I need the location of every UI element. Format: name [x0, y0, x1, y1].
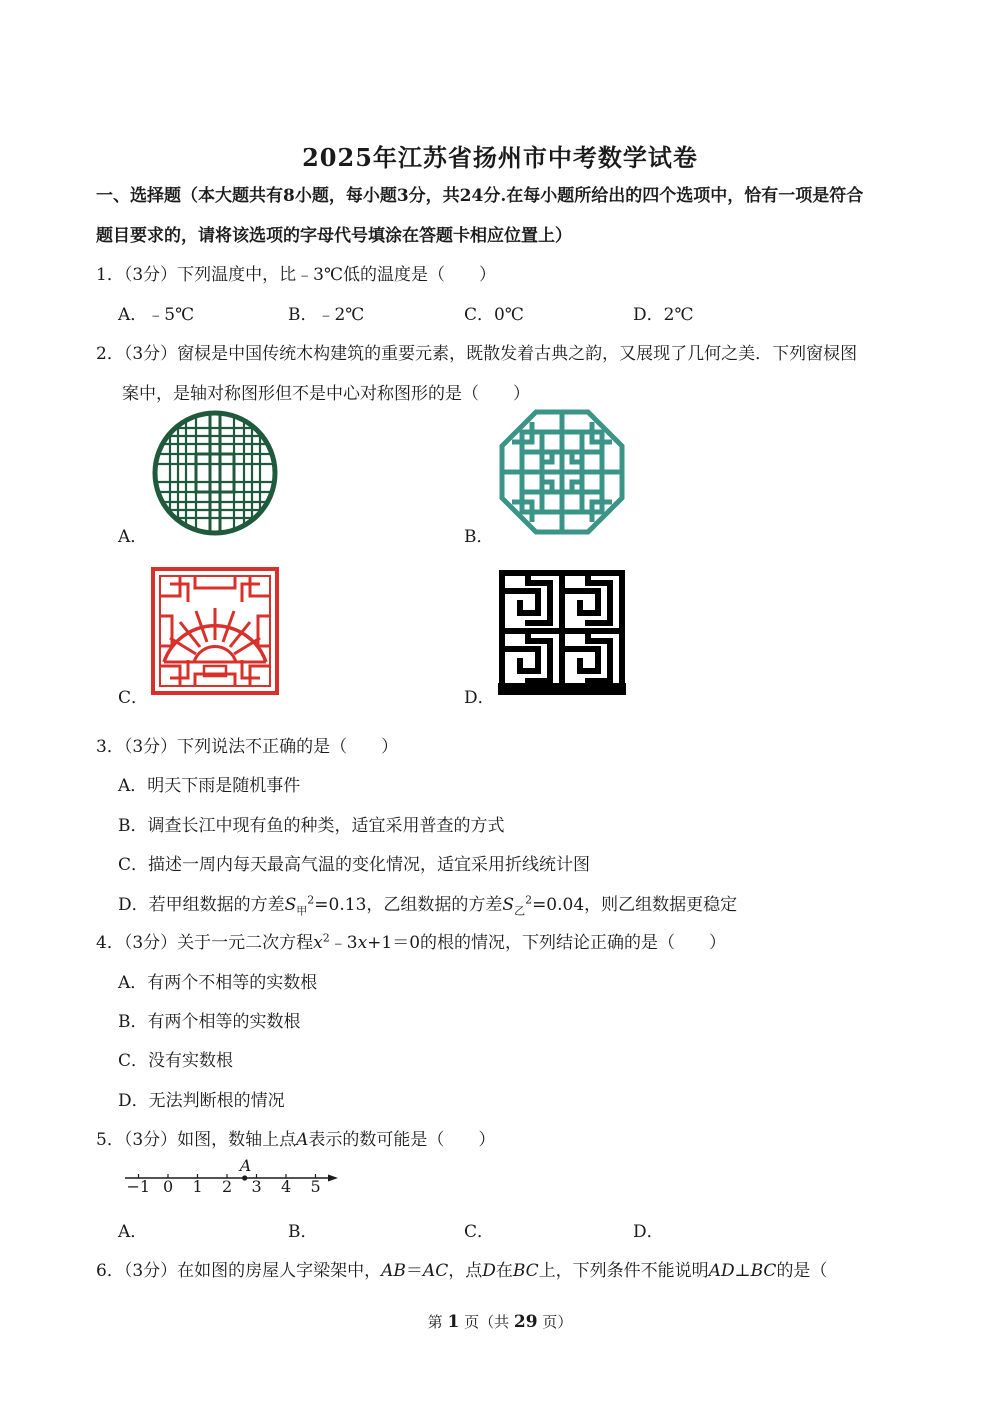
q5-option-b[interactable]: B． — [288, 1222, 318, 1242]
number-line-tick-label: 0 — [163, 1177, 174, 1196]
q6-ab: AB — [381, 1261, 406, 1281]
footer-post: 页） — [542, 1313, 573, 1331]
q6-perp: ⊥ — [734, 1261, 751, 1281]
q6-ac: AC — [422, 1261, 449, 1281]
page-footer — [0, 1311, 1000, 1332]
question-6-stem — [96, 1256, 827, 1281]
q4-option-c[interactable]: C．没有实数根 — [118, 1051, 234, 1071]
footer-total-pages: 29 — [513, 1312, 538, 1332]
question-1-stem: 1．（3分）下列温度中，比﹣3℃低的温度是（ ） — [96, 265, 496, 285]
variance-exponent-1: 2 — [307, 893, 315, 907]
number-line-tick-label: 1 — [192, 1177, 203, 1196]
q2-label-d: D． — [464, 688, 495, 708]
q6-part2: ，点 — [448, 1261, 483, 1281]
q4-option-d[interactable]: D．无法判断根的情况 — [118, 1091, 285, 1111]
variance-subscript-1: 甲 — [296, 904, 308, 918]
q2-label-a: A． — [118, 527, 148, 547]
q3-option-c[interactable]: C．描述一周内每天最高气温的变化情况，适宜采用折线统计图 — [118, 855, 591, 875]
lattice-figure-b[interactable] — [498, 408, 626, 536]
variance-symbol-1: S — [284, 895, 297, 915]
q1-option-b[interactable]: B．﹣2℃ — [288, 305, 365, 325]
q6-part4: 上，下列条件不能说明 — [538, 1261, 709, 1281]
q5-option-d[interactable]: D． — [633, 1222, 664, 1242]
q6-bc: BC — [512, 1261, 539, 1281]
q5-option-a[interactable]: A． — [118, 1222, 148, 1242]
q6-ad: AD — [708, 1261, 735, 1281]
lattice-figure-d[interactable] — [498, 569, 626, 695]
q2-label-b: B． — [464, 527, 494, 547]
q6-eq: ＝ — [405, 1261, 423, 1281]
q4-stem-suffix: +1＝0的根的情况，下列结论正确的是（ ） — [367, 933, 727, 953]
section-heading-line1: 一、选择题（本大题共有8小题，每小题3分，共24分.在每小题所给出的四个选项中，恰有一项是符合 — [96, 186, 864, 206]
q6-bc-2: BC — [750, 1261, 777, 1281]
q6-part5: 的是（ — [776, 1261, 828, 1281]
section-heading-line2: 题目要求的，请将该选项的字母代号填涂在答题卡相应位置上） — [96, 226, 572, 246]
q5-point-label-inline: A — [296, 1130, 309, 1150]
q4-var-x-2: x — [357, 933, 368, 953]
q3-optd-mid: =0.13，乙组数据的方差 — [314, 895, 503, 915]
footer-pre: 第 — [427, 1313, 443, 1331]
number-line-point-a — [242, 1175, 247, 1180]
q4-option-a[interactable]: A．有两个不相等的实数根 — [118, 973, 318, 993]
lattice-figure-a[interactable] — [150, 408, 280, 538]
question-4-stem — [96, 928, 726, 953]
lattice-figure-c[interactable] — [150, 566, 280, 696]
q4-stem-prefix: 4．（3分）关于一元二次方程 — [96, 933, 314, 953]
footer-page-number: 1 — [447, 1312, 460, 1332]
number-line-tick-label: 3 — [251, 1177, 262, 1196]
page-title: 2025年江苏省扬州市中考数学试卷 — [302, 143, 698, 172]
q3-option-a[interactable]: A．明天下雨是随机事件 — [118, 776, 301, 796]
number-line-tick-label: −1 — [126, 1177, 151, 1196]
footer-mid: 页（共 — [464, 1313, 510, 1331]
variance-subscript-2: 乙 — [514, 904, 526, 918]
question-2-stem-line2: 案中，是轴对称图形但不是中心对称图形的是（ ） — [122, 384, 530, 404]
q6-part3: 在 — [495, 1261, 513, 1281]
question-5-stem — [96, 1125, 495, 1150]
q5-stem-prefix: 5．（3分）如图，数轴上点 — [96, 1130, 297, 1150]
q3-option-b[interactable]: B．调查长江中现有鱼的种类，适宜采用普查的方式 — [118, 816, 505, 836]
q3-option-d[interactable] — [118, 890, 737, 918]
q6-part1: 6．（3分）在如图的房屋人字梁架中， — [96, 1261, 382, 1281]
question-2-stem-line1: 2．（3分）窗棂是中国传统木构建筑的重要元素，既散发着古典之韵，又展现了几何之美．下列窗棂图 — [96, 344, 858, 364]
q5-option-c[interactable]: C． — [464, 1222, 495, 1242]
q4-stem-mid: ﹣3 — [329, 933, 358, 953]
q1-option-c[interactable]: C．0℃ — [464, 305, 524, 325]
q1-option-a[interactable]: A．﹣5℃ — [118, 305, 195, 325]
q4-exponent: 2 — [322, 931, 330, 945]
q4-option-b[interactable]: B．有两个相等的实数根 — [118, 1012, 301, 1032]
q1-option-d[interactable]: D．2℃ — [633, 305, 694, 325]
q4-var-x: x — [313, 933, 323, 953]
variance-symbol-2: S — [502, 895, 515, 915]
q3-optd-prefix: D．若甲组数据的方差 — [118, 895, 285, 915]
q3-optd-suffix: =0.04，则乙组数据更稳定 — [532, 895, 738, 915]
number-line-point-a-label: A — [239, 1156, 252, 1175]
q5-stem-suffix: 表示的数可能是（ ） — [308, 1130, 496, 1150]
variance-exponent-2: 2 — [525, 893, 533, 907]
number-line-tick-label: 4 — [281, 1177, 292, 1196]
q6-d: D — [482, 1261, 496, 1281]
question-3-stem: 3．（3分）下列说法不正确的是（ ） — [96, 737, 399, 757]
q2-label-c: C． — [118, 688, 149, 708]
number-line-tick-label: 5 — [310, 1177, 321, 1196]
number-line — [120, 1155, 350, 1201]
number-line-tick-label: 2 — [222, 1177, 233, 1196]
